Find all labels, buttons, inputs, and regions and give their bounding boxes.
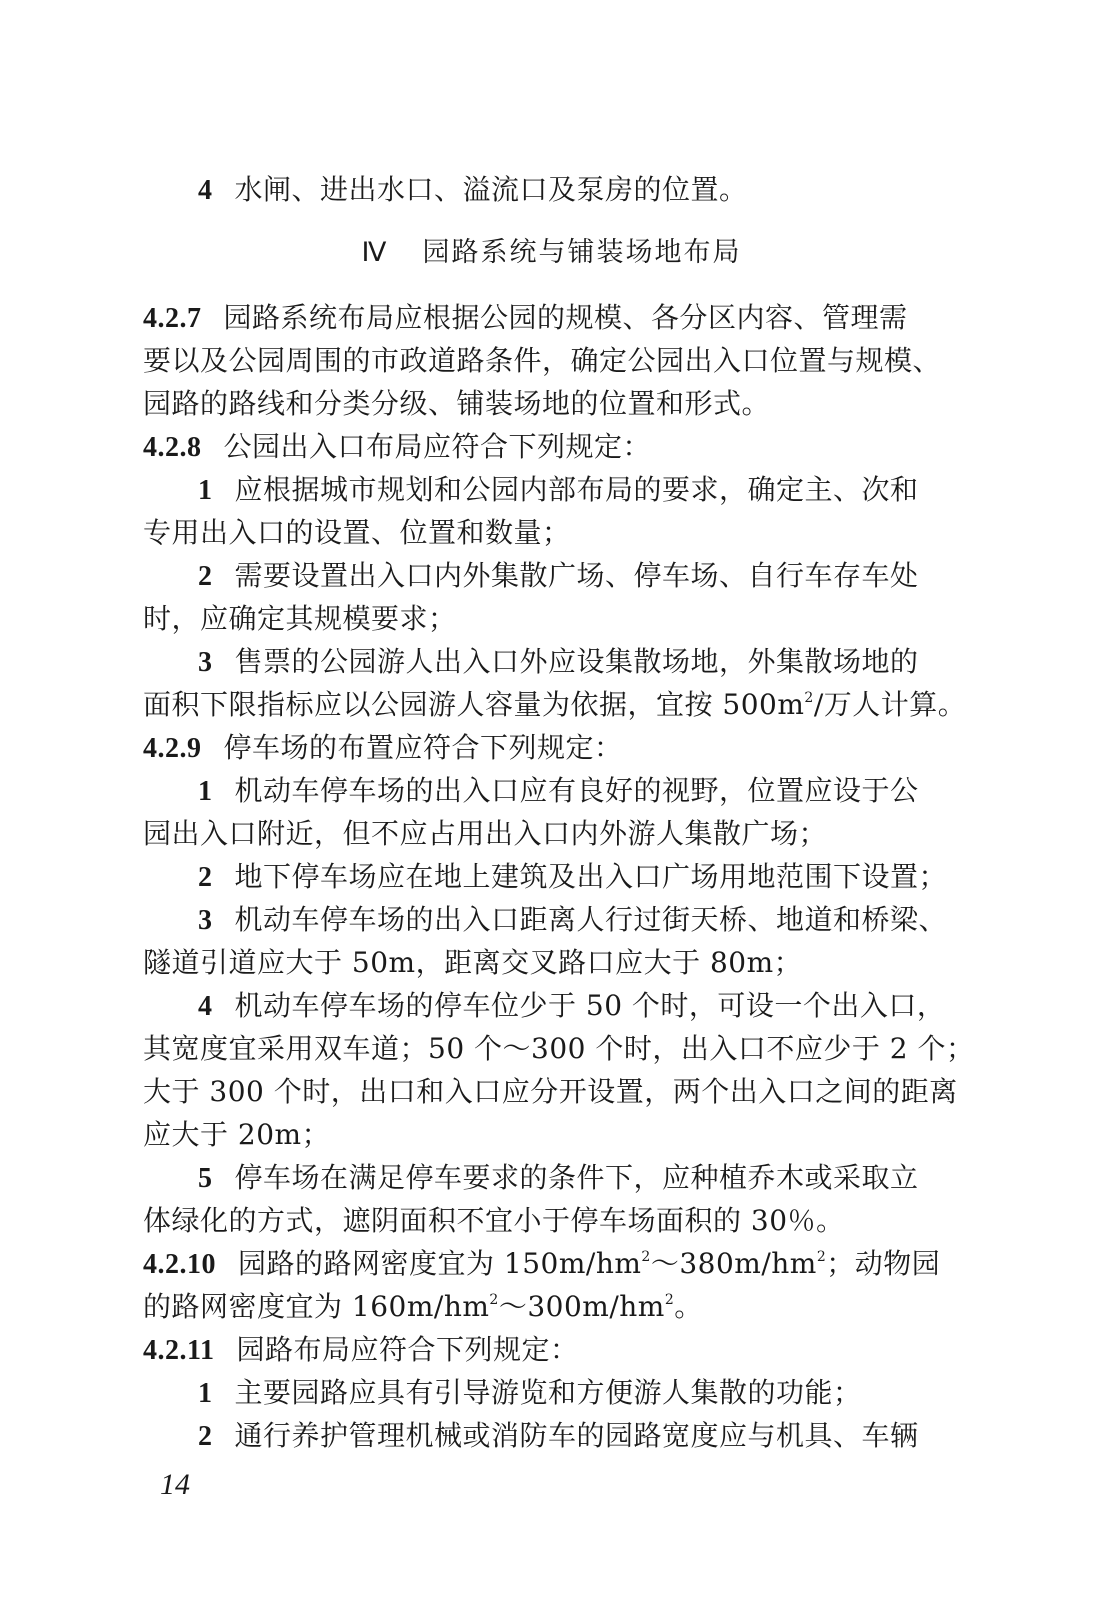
item-number: 4 — [198, 991, 213, 1022]
section-roman-numeral: Ⅳ — [361, 237, 389, 267]
clause-text: 停车场的布置应符合下列规定： — [223, 731, 623, 764]
clause-4-2-7-line-3: 园路的路线和分类分级、铺装场地的位置和形式。 — [143, 387, 771, 420]
clause-number: 4.2.11 — [143, 1335, 215, 1366]
clause-4-2-9-item-4-line-2: 其宽度宜采用双车道；50 个～300 个时，出入口不应少于 2 个； — [143, 1032, 975, 1065]
clause-4-2-8-item-3-line-2 — [143, 685, 966, 725]
item-number: 2 — [198, 561, 213, 592]
item-text: 机动车停车场的出入口应有良好的视野，位置应设于公 — [234, 774, 919, 807]
superscript: 2 — [641, 1249, 651, 1265]
text-segment: ～300m/hm — [498, 1290, 665, 1323]
clause-4-2-8-item-1-line-2: 专用出入口的设置、位置和数量； — [143, 516, 571, 549]
section-title: 园路系统与铺装场地布局 — [422, 237, 742, 268]
item-number: 5 — [198, 1163, 213, 1194]
clause-4-2-9-item-1-line-2: 园出入口附近，但不应占用出入口内外游人集散广场； — [143, 817, 828, 850]
item-number: 1 — [198, 776, 213, 807]
item-text: 通行养护管理机械或消防车的园路宽度应与机具、车辆 — [234, 1419, 919, 1452]
clause-text: 园路布局应符合下列规定： — [236, 1333, 579, 1366]
clause-4-2-11-line-1 — [143, 1330, 578, 1371]
item-number: 1 — [198, 475, 213, 506]
text-segment: /万人计算。 — [813, 688, 967, 721]
text-segment: 面积下限指标应以公园游人容量为依据，宜按 500m — [143, 688, 805, 721]
item-text: 机动车停车场的停车位少于 50 个时，可设一个出入口， — [234, 989, 946, 1022]
clause-number: 4.2.8 — [143, 432, 202, 463]
clause-4-2-8-item-3-line-1 — [198, 642, 919, 683]
clause-4-2-9-item-4-line-1 — [198, 986, 945, 1027]
text-segment: ；动物园 — [826, 1247, 941, 1280]
superscript: 2 — [489, 1292, 499, 1308]
item-text: 需要设置出入口内外集散广场、停车场、自行车存车处 — [234, 559, 919, 592]
clause-4-2-9-line-1 — [143, 728, 623, 769]
clause-4-2-9-item-5-line-2: 体绿化的方式，遮阴面积不宜小于停车场面积的 30％。 — [143, 1204, 845, 1237]
clause-text: 公园出入口布局应符合下列规定： — [223, 430, 652, 463]
clause-4-2-9-item-3-line-2: 隧道引道应大于 50m，距离交叉路口应大于 80m； — [143, 946, 803, 979]
item-text: 售票的公园游人出入口外应设集散场地，外集散场地的 — [234, 645, 919, 678]
item-text: 机动车停车场的出入口距离人行过街天桥、地道和桥梁、 — [234, 903, 948, 936]
clause-4-2-9-item-5-line-1 — [198, 1158, 919, 1199]
clause-4-2-9-item-2-line-1 — [198, 857, 947, 898]
clause-4-2-8-item-2-line-2: 时，应确定其规模要求； — [143, 602, 457, 635]
clause-number: 4.2.7 — [143, 303, 202, 334]
item-text: 地下停车场应在地上建筑及出入口广场用地范围下设置； — [234, 860, 948, 893]
item-number: 1 — [198, 1378, 213, 1409]
text-segment: 的路网密度宜为 160m/hm — [143, 1290, 490, 1323]
item-text: 水闸、进出水口、溢流口及泵房的位置。 — [234, 173, 748, 206]
clause-4-2-10-line-1 — [143, 1244, 940, 1285]
clause-number: 4.2.10 — [143, 1249, 216, 1280]
clause-number: 4.2.9 — [143, 733, 202, 764]
item-4-line — [198, 170, 748, 211]
item-text: 停车场在满足停车要求的条件下，应种植乔木或采取立 — [234, 1161, 919, 1194]
text-segment: 。 — [674, 1290, 703, 1323]
clause-4-2-9-item-1-line-1 — [198, 771, 919, 812]
item-number: 2 — [198, 862, 213, 893]
clause-4-2-11-item-1-line-1 — [198, 1373, 862, 1414]
clause-4-2-7-line-1 — [143, 298, 908, 339]
clause-4-2-11-item-2-line-1 — [198, 1416, 919, 1457]
clause-4-2-8-line-1 — [143, 427, 651, 468]
text-segment: 园路的路网密度宜为 150m/hm — [238, 1247, 642, 1280]
superscript: 2 — [664, 1292, 675, 1308]
text-segment: ～380m/hm — [650, 1247, 817, 1280]
clause-4-2-10-line-2 — [143, 1287, 703, 1327]
superscript: 2 — [804, 690, 814, 706]
item-number: 2 — [198, 1421, 213, 1452]
page-number: 14 — [160, 1468, 190, 1501]
clause-4-2-9-item-4-line-3: 大于 300 个时，出口和入口应分开设置，两个出入口之间的距离 — [143, 1075, 958, 1108]
item-number: 4 — [198, 175, 213, 206]
item-number: 3 — [198, 905, 213, 936]
clause-4-2-9-item-4-line-4: 应大于 20m； — [143, 1118, 331, 1151]
item-number: 3 — [198, 647, 213, 678]
superscript: 2 — [816, 1249, 827, 1265]
clause-text: 园路系统布局应根据公园的规模、各分区内容、管理需 — [223, 301, 908, 334]
item-text: 应根据城市规划和公园内部布局的要求，确定主、次和 — [234, 473, 919, 506]
clause-4-2-8-item-2-line-1 — [198, 556, 919, 597]
clause-4-2-7-line-2: 要以及公园周围的市政道路条件，确定公园出入口位置与规模、 — [143, 344, 942, 377]
clause-4-2-8-item-1-line-1 — [198, 470, 919, 511]
section-heading — [0, 232, 1103, 273]
clause-4-2-9-item-3-line-1 — [198, 900, 947, 941]
item-text: 主要园路应具有引导游览和方便游人集散的功能； — [234, 1376, 862, 1409]
